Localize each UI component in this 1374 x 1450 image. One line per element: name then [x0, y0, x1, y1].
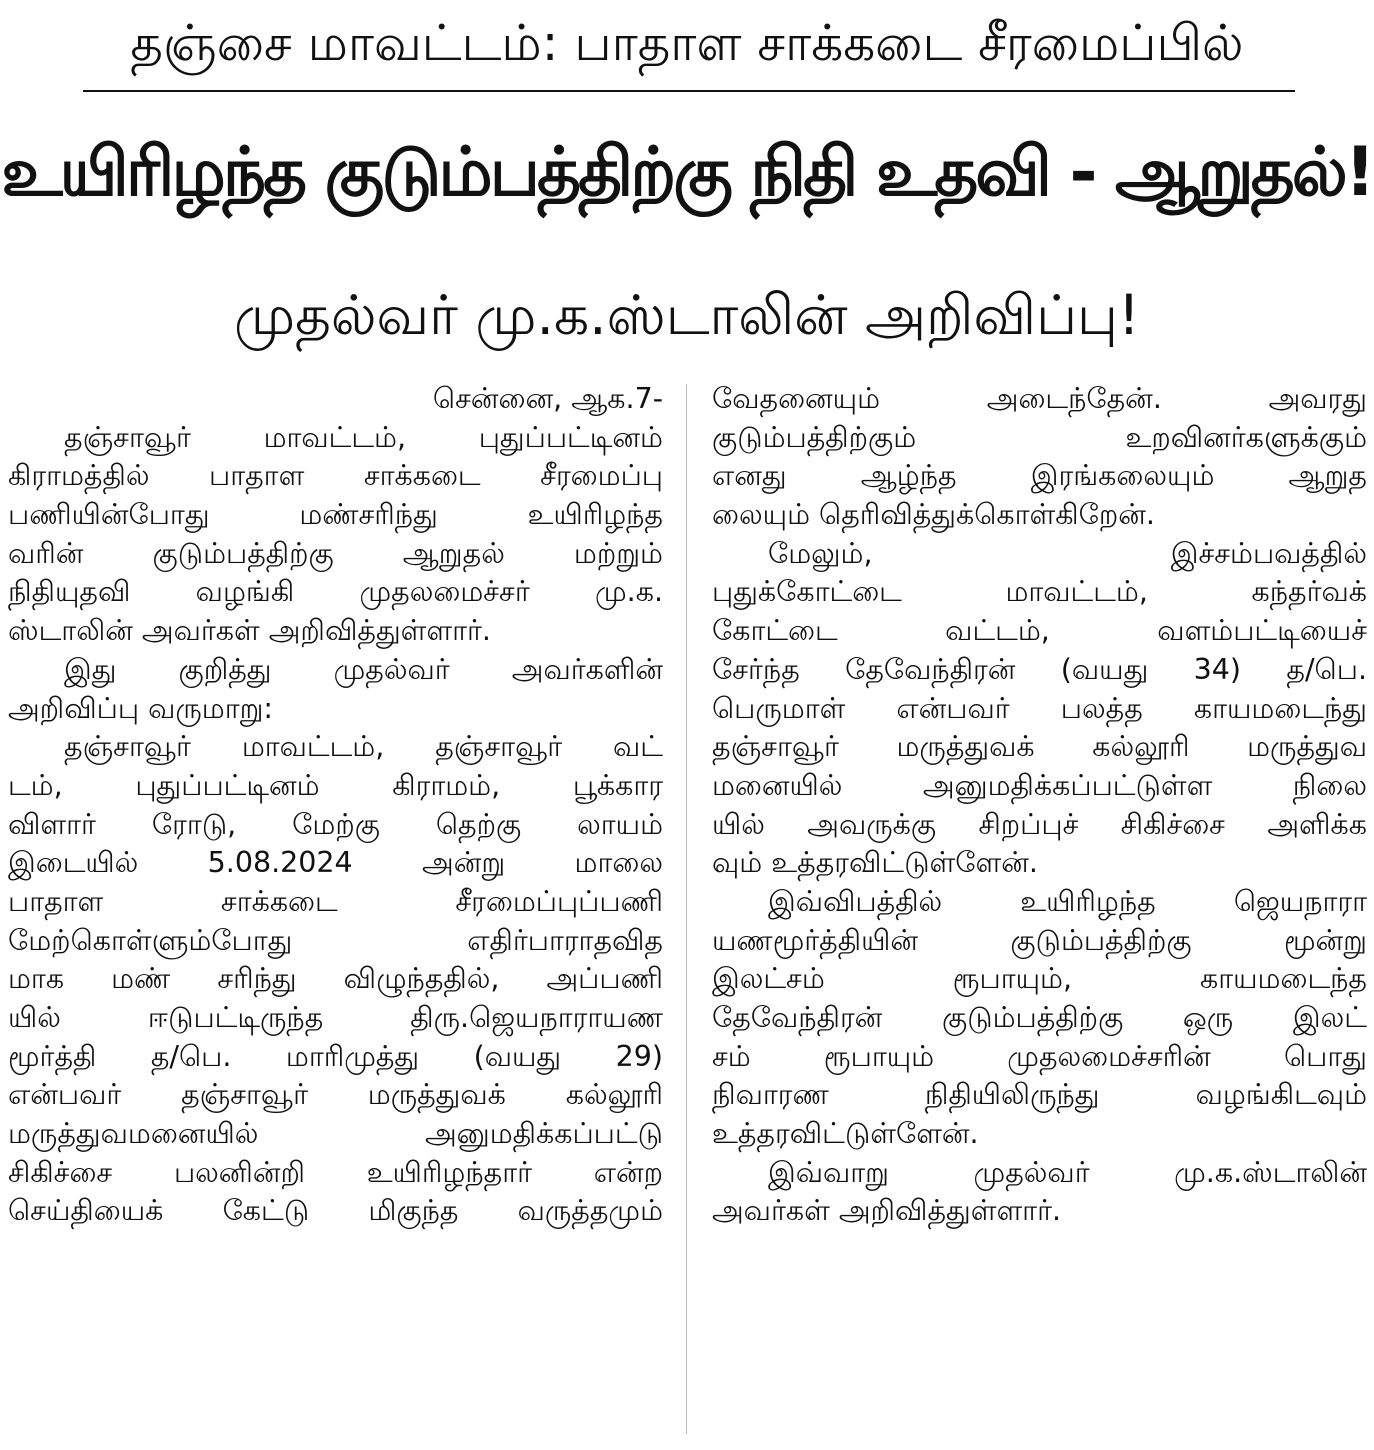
body-line: அவர்கள் அறிவித்துள்ளார். — [712, 1194, 1062, 1228]
body-line: என்பவர் தஞ்சாவூர் மருத்துவக் கல்லூரி — [8, 1078, 663, 1112]
article-column-right — [712, 380, 1367, 1231]
body-line: குடும்பத்திற்கும் உறவினர்களுக்கும் — [712, 420, 1367, 454]
body-line: சேர்ந்த தேவேந்திரன் (வயது 34) த/பெ. — [712, 652, 1367, 686]
body-line: அறிவிப்பு வருமாறு: — [8, 691, 274, 725]
body-line: இவ்வாறு முதல்வர் மு.க.ஸ்டாலின் — [768, 1155, 1367, 1189]
body-line: மேலும், இச்சம்பவத்தில் — [768, 536, 1367, 570]
body-line: பெருமாள் என்பவர் பலத்த காயமடைந்து — [712, 691, 1367, 725]
body-line: ஸ்டாலின் அவர்கள் அறிவித்துள்ளார். — [8, 614, 491, 648]
kicker-underline — [83, 90, 1295, 92]
column-gutter — [686, 384, 687, 1434]
body-line: மூர்த்தி த/பெ. மாரிமுத்து (வயது 29) — [8, 1039, 663, 1073]
body-line: இலட்சம் ரூபாயும், காயமடைந்த — [712, 962, 1367, 996]
body-line: இவ்விபத்தில் உயிரிழந்த ஜெயநாரா — [768, 884, 1367, 918]
body-line: சிகிச்சை பலனின்றி உயிரிழந்தார் என்ற — [8, 1155, 663, 1189]
kicker-headline: தஞ்சை மாவட்டம்: பாதாள சாக்கடை சீரமைப்பில் — [130, 14, 1244, 72]
body-line: மருத்துவமனையில் அனுமதிக்கப்பட்டு — [8, 1117, 663, 1151]
body-line: கிராமத்தில் பாதாள சாக்கடை சீரமைப்பு — [8, 459, 663, 493]
body-line: விளார் ரோடு, மேற்கு தெற்கு லாயம் — [8, 807, 663, 841]
body-line: பணியின்போது மண்சரிந்து உயிரிழந்த — [8, 498, 663, 532]
body-line: நிவாரண நிதியிலிருந்து வழங்கிடவும் — [712, 1078, 1367, 1112]
body-line: பாதாள சாக்கடை சீரமைப்புப்பணி — [8, 884, 663, 918]
body-line: எனது ஆழ்ந்த இரங்கலையும் ஆறுத — [712, 459, 1367, 493]
main-headline: உயிரிழந்த குடும்பத்திற்கு நிதி உதவி - ஆறுதல்! — [1, 132, 1373, 211]
body-line: இடையில் 5.08.2024 அன்று மாலை — [8, 846, 663, 880]
body-line: வும் உத்தரவிட்டுள்ளேன். — [712, 846, 1038, 880]
body-line: லையும் தெரிவித்துக்கொள்கிறேன். — [712, 498, 1155, 532]
body-line: சம் ரூபாயும் முதலமைச்சரின் பொது — [712, 1039, 1367, 1073]
body-line: தஞ்சாவூர் மாவட்டம், புதுப்பட்டினம் — [64, 420, 663, 454]
dateline: சென்னை, ஆக.7- — [432, 382, 663, 415]
body-line: தேவேந்திரன் குடும்பத்திற்கு ஒரு இலட் — [712, 1001, 1367, 1034]
body-line: வேதனையும் அடைந்தேன். அவரது — [712, 382, 1367, 415]
sub-headline: முதல்வர் மு.க.ஸ்டாலின் அறிவிப்பு! — [234, 283, 1140, 347]
body-line: கோட்டை வட்டம், வளம்பட்டியைச் — [712, 614, 1367, 648]
body-line: நிதியுதவி வழங்கி முதலமைச்சர் மு.க. — [8, 575, 663, 609]
body-line: தஞ்சாவூர் மருத்துவக் கல்லூரி மருத்துவ — [712, 730, 1367, 764]
body-line: தஞ்சாவூர் மாவட்டம், தஞ்சாவூர் வட் — [64, 730, 663, 764]
body-line: யில் ஈடுபட்டிருந்த திரு.ஜெயநாராயண — [8, 1001, 663, 1034]
body-line: புதுக்கோட்டை மாவட்டம், கந்தர்வக் — [712, 575, 1367, 609]
body-line: மேற்கொள்ளும்போது எதிர்பாராதவித — [8, 923, 663, 957]
body-line: உத்தரவிட்டுள்ளேன். — [712, 1117, 979, 1151]
body-line: மனையில் அனுமதிக்கப்பட்டுள்ள நிலை — [712, 768, 1367, 802]
article-column-left — [8, 380, 663, 1231]
body-line: செய்தியைக் கேட்டு மிகுந்த வருத்தமும் — [8, 1194, 663, 1228]
body-line: இது குறித்து முதல்வர் அவர்களின் — [64, 652, 663, 686]
body-line: யில் அவருக்கு சிறப்புச் சிகிச்சை அளிக்க — [712, 807, 1367, 841]
body-line: யணமூர்த்தியின் குடும்பத்திற்கு மூன்று — [712, 923, 1367, 957]
body-line: டம், புதுப்பட்டினம் கிராமம், பூக்கார — [8, 768, 663, 802]
body-line: மாக மண் சரிந்து விழுந்ததில், அப்பணி — [8, 962, 663, 996]
body-line: வரின் குடும்பத்திற்கு ஆறுதல் மற்றும் — [8, 536, 663, 570]
